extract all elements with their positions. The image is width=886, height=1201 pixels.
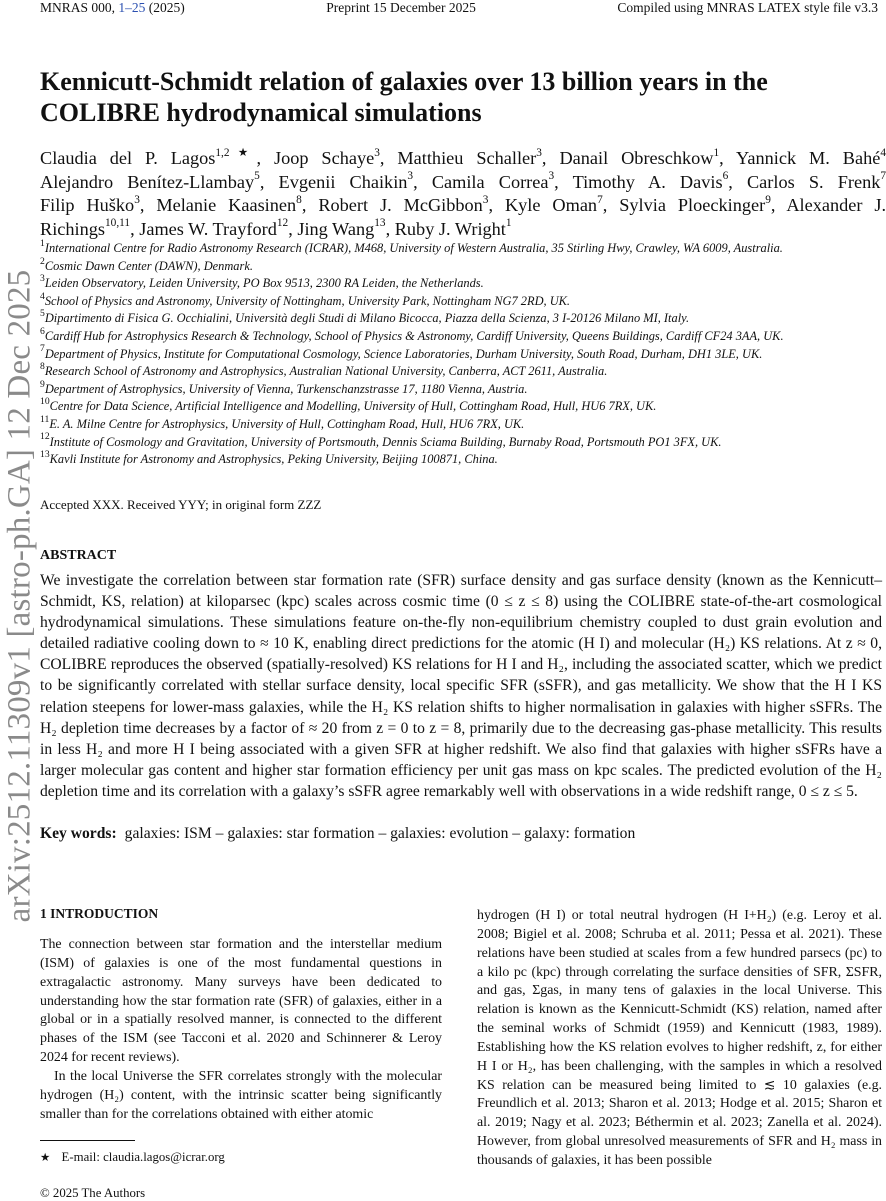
author-line: Alejandro Benítez-Llambay$^5$, Evgenii Chaikin$^3$, Camila Correa$^3$, Timothy A. Davis$^6$, Carlos S. Frenk$^7$: [40, 170, 886, 192]
affiliation: $^{10}$Centre for Data Science, Artificial Intelligence and Modelling, University of Hull, Cottingham Road, Hull, HU6 7RX, UK.: [40, 396, 657, 414]
arxiv-stamp: arXiv:2512.11309v1 [astro-ph.GA] 12 Dec 2025: [1, 269, 38, 923]
keywords-text: galaxies: ISM – galaxies: star formation – galaxies: evolution – galaxy: formation: [124, 825, 636, 842]
affiliation: $^{11}$E. A. Milne Centre for Astrophysics, University of Hull, Cottingham Road, Hull, HU6 7RX, UK.: [40, 413, 525, 431]
author-line: Filip Huško$^3$, Melanie Kaasinen$^8$, Robert J. McGibbon$^3$, Kyle Oman$^7$, Sylvia Ploeckinger$^9$, Alexander J.: [40, 193, 886, 215]
abstract-text: We investigate the correlation between star formation rate (SFR) surface density and gas surface density (known as the Kennicutt–Schmidt, KS, relation) at kiloparsec (kpc) scales across cosmic time (0 ≤ z ≤ 8) using the COLIBRE state-of-the-art cosmological hydrodynamical simulations. These simulations feature on-the-fly non-equilibrium chemistry coupled to dust grain evolution and detailed radiative cooling down to ≈ 10 K, enabling direct predictions for the atomic (H I) and molecular (H₂) KS relations. At z ≈ 0, COLIBRE reproduces the observed (spatially-resolved) KS relations for H I and H₂, including the associated scatter, which we predict to be significantly correlated with stellar surface density, local specific SFR (sSFR), and gas metallicity. We show that the H I KS relation steepens for lower-mass galaxies, while the H₂ KS relation shifts to higher normalisation in galaxies with higher sSFRs. The H₂ depletion time decreases by a factor of ≈ 20 from z = 0 to z = 8, primarily due to the decreasing gas-phase metallicity. This results in less H₂ and more H I being associated with a given SFR at higher redshift. We also find that galaxies with higher sSFRs have a larger molecular gas content and higher star formation efficiency per unit gas mass on kpc scales. The predicted evolution of the H₂ depletion time and its correlation with a galaxy’s sSFR agree remarkably well with observations in a wide redshift range, 0 ≤ z ≤ 5.: [40, 572, 882, 800]
body-column-left: [40, 936, 442, 1124]
paragraph: The connection between star formation and the interstellar medium (ISM) of galaxies is one of the most fundamental questions in extragalactic astronomy. Many surveys have been dedicated to understanding how the star formation rate (SFR) of galaxies, either in a global or in a spatially resolved manner, is connected to the different phases of the ISM (see Tacconi et al. 2020 and Schinnerer & Leroy 2024 for recent reviews).: [40, 937, 442, 1066]
affiliation: $^6$Cardiff Hub for Astrophysics Research & Technology, School of Physics & Astronomy, Cardiff University, Queens Buildings, Cardiff CF24 3AA, UK.: [40, 325, 784, 343]
body-column-right: [477, 907, 882, 1171]
abstract-heading: ABSTRACT: [40, 548, 117, 563]
author-line: Richings$^{10,11}$, James W. Trayford$^{12}$, Jing Wang$^{13}$, Ruby J. Wright$^1$: [40, 217, 512, 239]
footnote-email[interactable]: E-mail: claudia.lagos@icrar.org: [61, 1150, 225, 1164]
section-heading: 1 INTRODUCTION: [40, 906, 159, 921]
page-header: [40, 0, 878, 16]
copyright: © 2025 The Authors: [40, 1186, 146, 1200]
paragraph: In the local Universe the SFR correlates strongly with the molecular hydrogen (H₂) content, with the intrinsic scatter being significantly smaller than for the correlations obtained with either atomic: [40, 1068, 442, 1122]
affiliation: $^3$Leiden Observatory, Leiden University, PO Box 9513, 2300 RA Leiden, the Netherlands.: [40, 273, 484, 291]
paragraph: hydrogen (H I) or total neutral hydrogen (H I+H₂) (e.g. Leroy et al. 2008; Bigiel et al. 2008; Schruba et al. 2011; Pessa et al. 2021). These relations have been studied at scales from a few hundred parsecs (pc) to a kilo pc (kpc) through correlating the surface densities of SFR, ΣSFR, and gas, Σgas, in many tens of galaxies in the local Universe. This relation is known as the Kennicutt-Schmidt (KS) relation, named after the seminal works of Schmidt (1959) and Kennicutt (1983, 1989). Establishing how the KS relation evolves to higher redshift, z, for either H I or H₂, has been challenging, with the samples in which a resolved KS relation can be measured being limited to ≲ 10 galaxies (e.g. Freundlich et al. 2013; Sharon et al. 2013; Hodge et al. 2015; Sharon et al. 2019; Nagy et al. 2023; Béthermin et al. 2023; Zanella et al. 2024). However, from global unresolved measurements of SFR and H₂ mass in thousands of galaxies, it has been possible: [477, 908, 882, 1168]
affiliation: $^{12}$Institute of Cosmology and Gravitation, University of Portsmouth, Dennis Sciama Building, Burnaby Road, Portsmouth PO1 3FX, UK.: [40, 431, 722, 449]
journal-ref: MNRAS 000, 1–25 (2025): [40, 0, 185, 15]
footnote-rule: [40, 1140, 135, 1141]
affiliation: $^9$Department of Astrophysics, University of Vienna, Turkenschanzstrasse 17, 1180 Vienna, Austria.: [40, 378, 528, 396]
affiliation: $^7$Department of Physics, Institute for Computational Cosmology, Science Laboratories, Durham University, South Road, Durham, DH1 3LE, UK.: [40, 343, 763, 361]
affiliation: $^2$Cosmic Dawn Center (DAWN), Denmark.: [40, 255, 253, 273]
keywords-label: Key words:: [40, 825, 117, 842]
author-line: Claudia del P. Lagos$^{1,2★}$, Joop Schaye$^3$, Matthieu Schaller$^3$, Danail Obreschkow$^1$, Yannick M. Bahé$^4$: [40, 146, 886, 168]
preprint-date: Preprint 15 December 2025: [326, 0, 476, 15]
affiliation: $^8$Research School of Astronomy and Astrophysics, Australian National University, Canberra, ACT 2611, Australia.: [40, 361, 608, 379]
affiliation: $^4$School of Physics and Astronomy, University of Nottingham, University Park, Nottingham NG7 2RD, UK.: [40, 290, 571, 308]
acceptance-note: Accepted XXX. Received YYY; in original form ZZZ: [40, 497, 322, 512]
compiled-note: Compiled using MNRAS LATEX style file v3.3: [617, 0, 878, 15]
affiliation: $^{13}$Kavli Institute for Astronomy and Astrophysics, Peking University, Beijing 100871, China.: [40, 449, 498, 467]
footnote: [40, 1150, 225, 1165]
paper-title: Kennicutt-Schmidt relation of galaxies over 13 billion years in the COLIBRE hydrodynamical simulations: [40, 67, 768, 127]
author-list: [40, 147, 886, 241]
affiliation-list: [40, 237, 886, 469]
page-range-link[interactable]: 1–25: [118, 0, 146, 15]
footnote-mark: ★: [40, 1152, 51, 1164]
affiliation: $^1$International Centre for Radio Astronomy Research (ICRAR), M468, University of Western Australia, 35 Stirling Hwy, Crawley, WA 6009, Australia.: [40, 237, 783, 255]
keywords: [40, 825, 635, 843]
affiliation: $^5$Dipartimento di Fisica G. Occhialini, Università degli Studi di Milano Bicocca, Piazza della Scienza, 3 I-20126 Milano MI, Italy.: [40, 308, 690, 326]
